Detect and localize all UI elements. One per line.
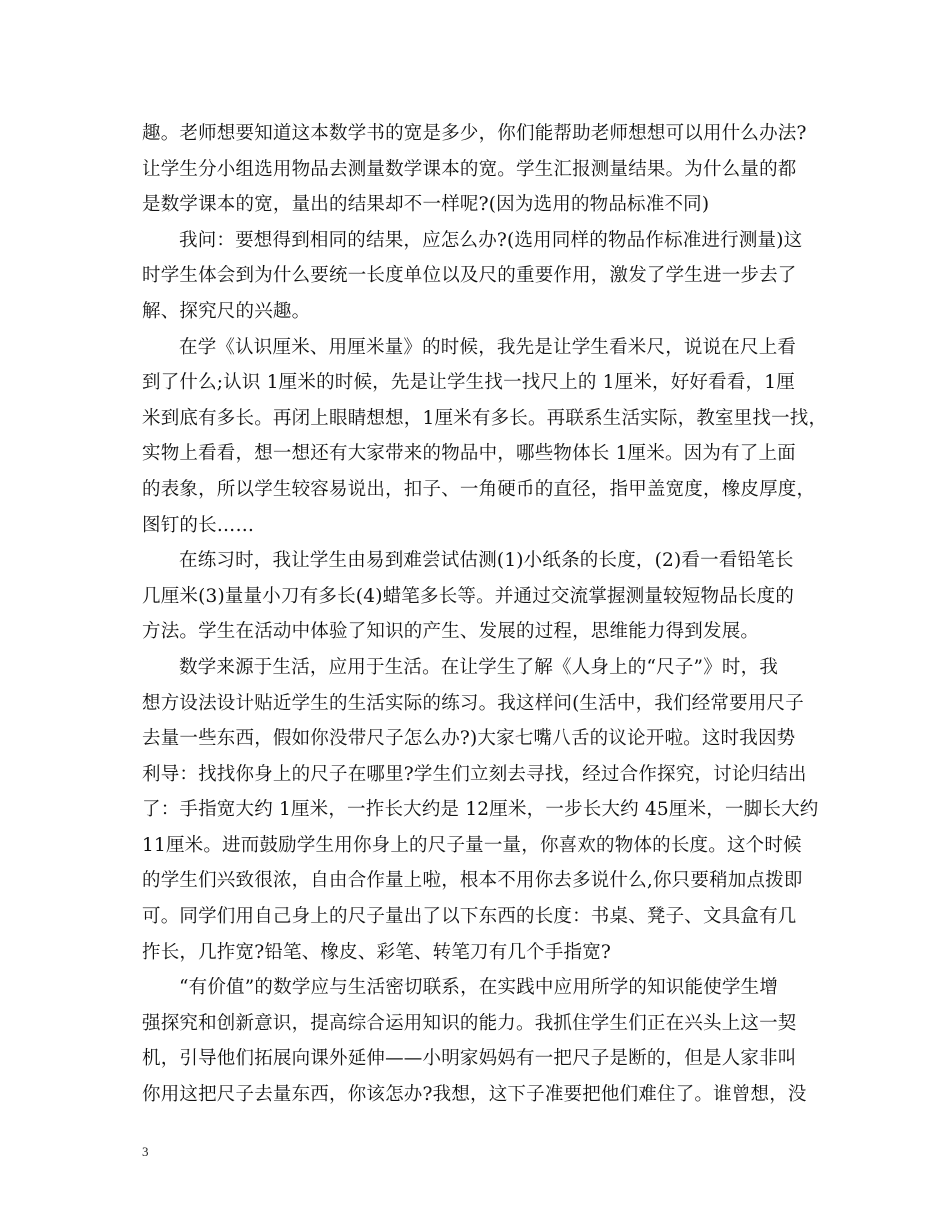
- text-line: 米到底有多长。再闭上眼睛想想，1厘米有多长。再联系生活实际，教室里找一找，: [142, 407, 828, 429]
- text-line: 是数学课本的宽，量出的结果却不一样呢?(因为选用的物品标准不同): [142, 194, 710, 216]
- text-line: 的学生们兴致很浓，自由合作量上啦，根本不用你去多说什么,你只要稍加点拨即: [142, 870, 803, 892]
- body-text: [142, 116, 828, 1113]
- text-line: 可。同学们用自己身上的尺子量出了以下东西的长度：书桌、凳子、文具盒有几: [142, 906, 797, 928]
- text-line: 几厘米(3)量量小刀有多长(4)蜡笔多长等。并通过交流掌握测量较短物品长度的: [142, 585, 795, 607]
- text-line: 我问：要想得到相同的结果，应怎么办?(选用同样的物品作标准进行测量)这: [179, 229, 803, 251]
- text-line: 方法。学生在活动中体验了知识的产生、发展的过程，思维能力得到发展。: [142, 621, 760, 643]
- text-line: 在练习时，我让学生由易到难尝试估测(1)小纸条的长度，(2)看一看铅笔长: [179, 550, 794, 572]
- text-line: 利导：找找你身上的尺子在哪里?学生们立刻去寻找，经过合作探究，讨论归结出: [142, 763, 807, 785]
- text-line: 你用这把尺子去量东西，你该怎办?我想，这下子准要把他们难住了。谁曾想，没: [142, 1084, 807, 1106]
- text-line: 在学《认识厘米、用厘米量》的时候，我先是让学生看米尺，说说在尺上看: [179, 336, 797, 358]
- text-line: 数学来源于生活，应用于生活。在让学生了解《人身上的“尺子”》时，我: [179, 656, 779, 678]
- text-line: 的表象，所以学生较容易说出，扣子、一角硬币的直径，指甲盖宽度，橡皮厚度，: [142, 478, 816, 500]
- page-number: 3: [142, 1144, 149, 1159]
- text-line: “有价值”的数学应与生活密切联系，在实践中应用所学的知识能使学生增: [179, 977, 779, 999]
- text-line: 强探究和创新意识，提高综合运用知识的能力。我抓住学生们正在兴头上这一契: [142, 1012, 797, 1034]
- text-line: 拃长，几拃宽?铅笔、橡皮、彩笔、转笔刀有几个手指宽?: [142, 941, 612, 963]
- text-line: 11厘米。进而鼓励学生用你身上的尺子量一量，你喜欢的物体的长度。这个时候: [142, 834, 802, 856]
- text-line: 机，引导他们拓展向课外延伸——小明家妈妈有一把尺子是断的，但是人家非叫: [142, 1048, 797, 1070]
- text-line: 想方设法设计贴近学生的生活实际的练习。我这样问(生活中，我们经常要用尺子: [142, 692, 804, 714]
- text-line: 时学生体会到为什么要统一长度单位以及尺的重要作用，激发了学生进一步去了: [142, 265, 797, 287]
- text-line: 趣。老师想要知道这本数学书的宽是多少，你们能帮助老师想想可以用什么办法?: [142, 123, 807, 144]
- text-line: 实物上看看，想一想还有大家带来的物品中，哪些物体长 1厘米。因为有了上面: [142, 443, 796, 465]
- text-line: 解、探究尺的兴趣。: [142, 300, 311, 322]
- text-line: 到了什么;认识 1厘米的时候，先是让学生找一找尺上的 1厘米，好好看看，1厘: [142, 372, 795, 394]
- text-line: 图钉的长……: [142, 514, 255, 536]
- text-line: 去量一些东西，假如你没带尺子怎么办?)大家七嘴八舌的议论开啦。这时我因势: [142, 728, 796, 750]
- text-line: 让学生分小组选用物品去测量数学课本的宽。学生汇报测量结果。为什么量的都: [142, 158, 797, 180]
- text-line: 了：手指宽大约 1厘米，一拃长大约是 12厘米，一步长大约 45厘米，一脚长大约: [142, 799, 819, 821]
